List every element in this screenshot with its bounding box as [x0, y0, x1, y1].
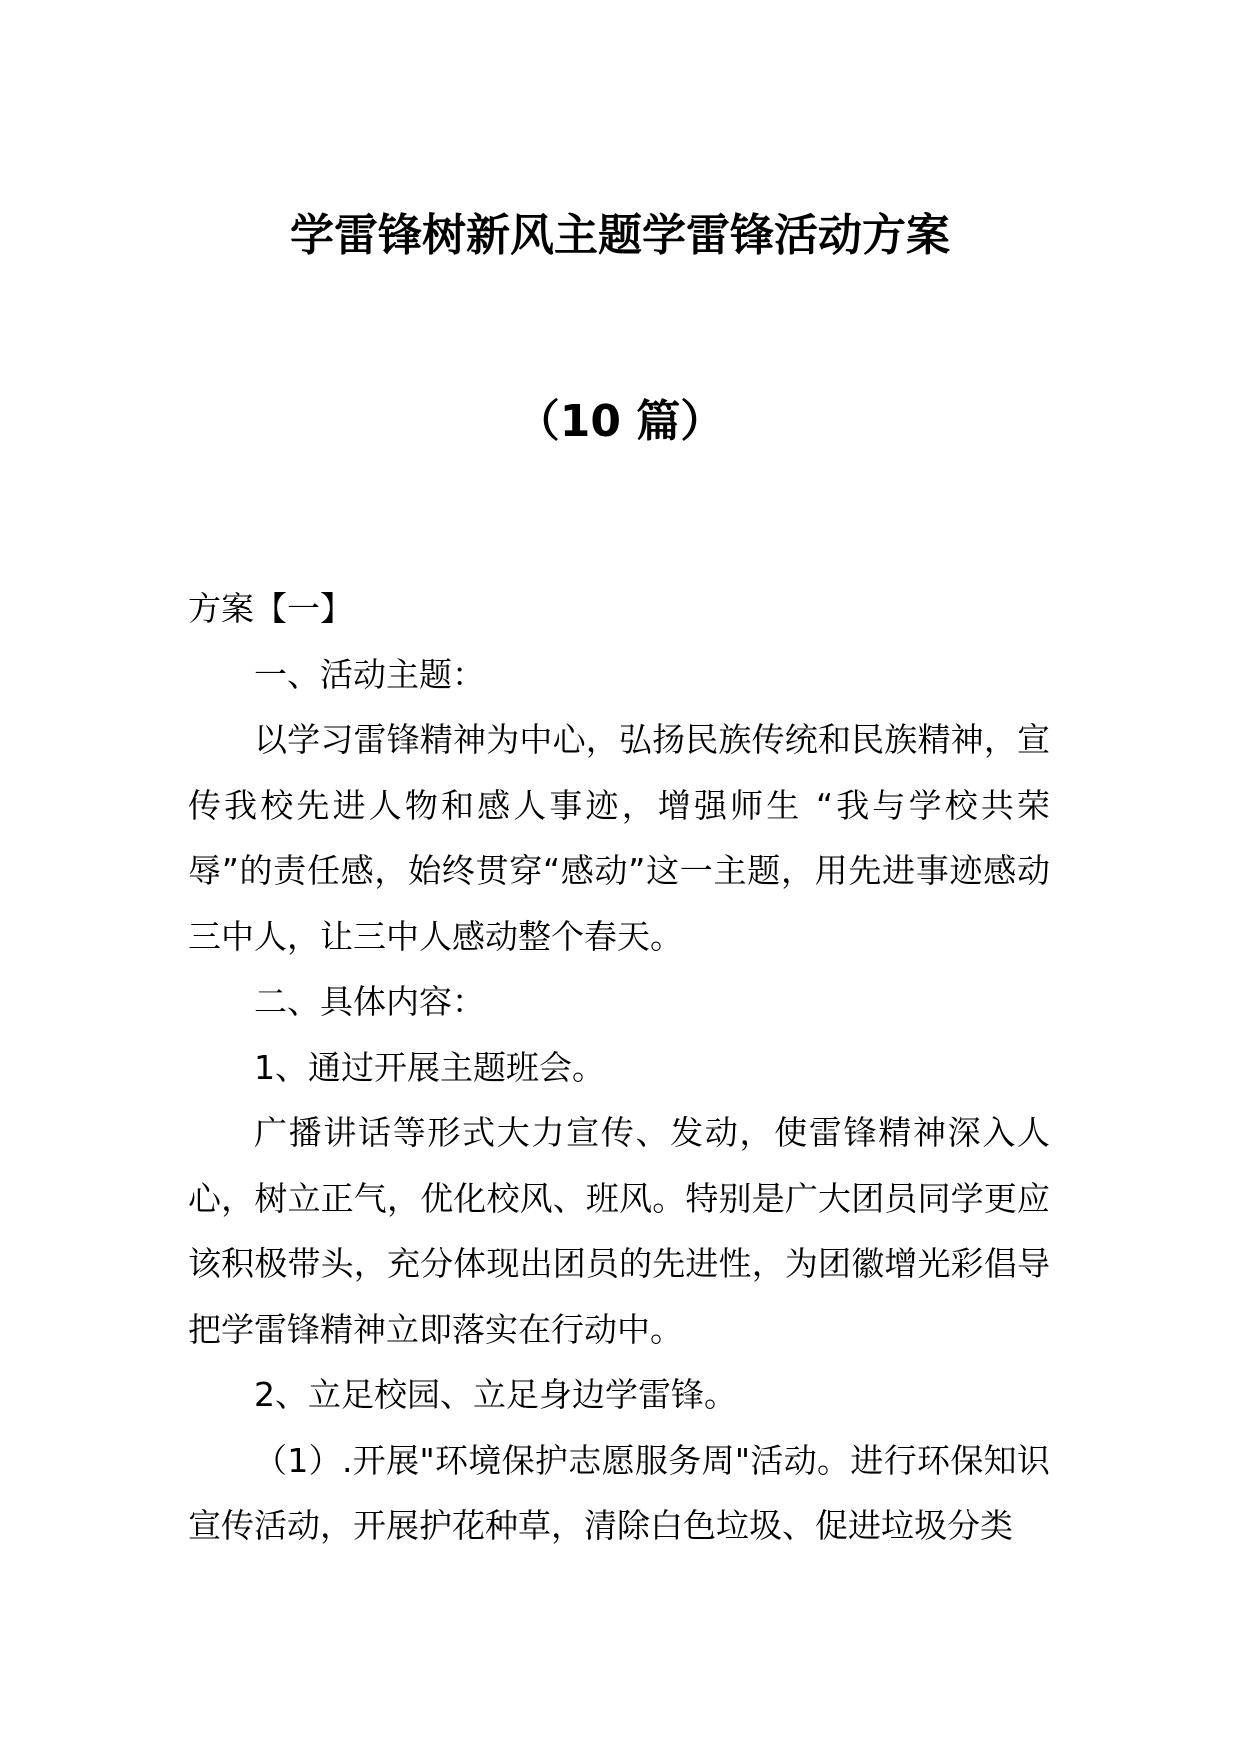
paragraph-broadcast: 广播讲话等形式大力宣传、发动，使雷锋精神深入人心，树立正气，优化校风、班风。特别是广大团员同学更应该积极带头，充分体现出团员的先进性，为团徽增光彩倡导把学雷锋精神立即落实在行动中。 [188, 1113, 1050, 1349]
document-body [188, 576, 1050, 1559]
subsection-heading-theme: 一、活动主题： [254, 654, 485, 694]
section-heading: 方案【一】 [188, 589, 353, 628]
list-item-1: 1、通过开展主题班会。 [254, 1047, 605, 1087]
document-title: 学雷锋树新风主题学雷锋活动方案 [290, 210, 950, 261]
paragraph-theme: 以学习雷锋精神为中心，弘扬民族传统和民族精神，宣传我校先进人物和感人事迹，增强师生 “我与学校共荣辱”的责任感，始终贯穿“感动”这一主题，用先进事迹感动三中人，让三中人感动整个春天。 [188, 720, 1050, 956]
subsection-heading-content: 二、具体内容： [254, 982, 485, 1021]
document-subtitle: （10 篇） [515, 396, 725, 447]
list-item-2: 2、立足校园、立足身边学雷锋。 [254, 1375, 737, 1414]
paragraph-environment: （1）.开展"环境保护志愿服务周"活动。进行环保知识宣传活动，开展护花种草，清除白色垃圾、促进垃圾分类 [188, 1440, 1050, 1545]
